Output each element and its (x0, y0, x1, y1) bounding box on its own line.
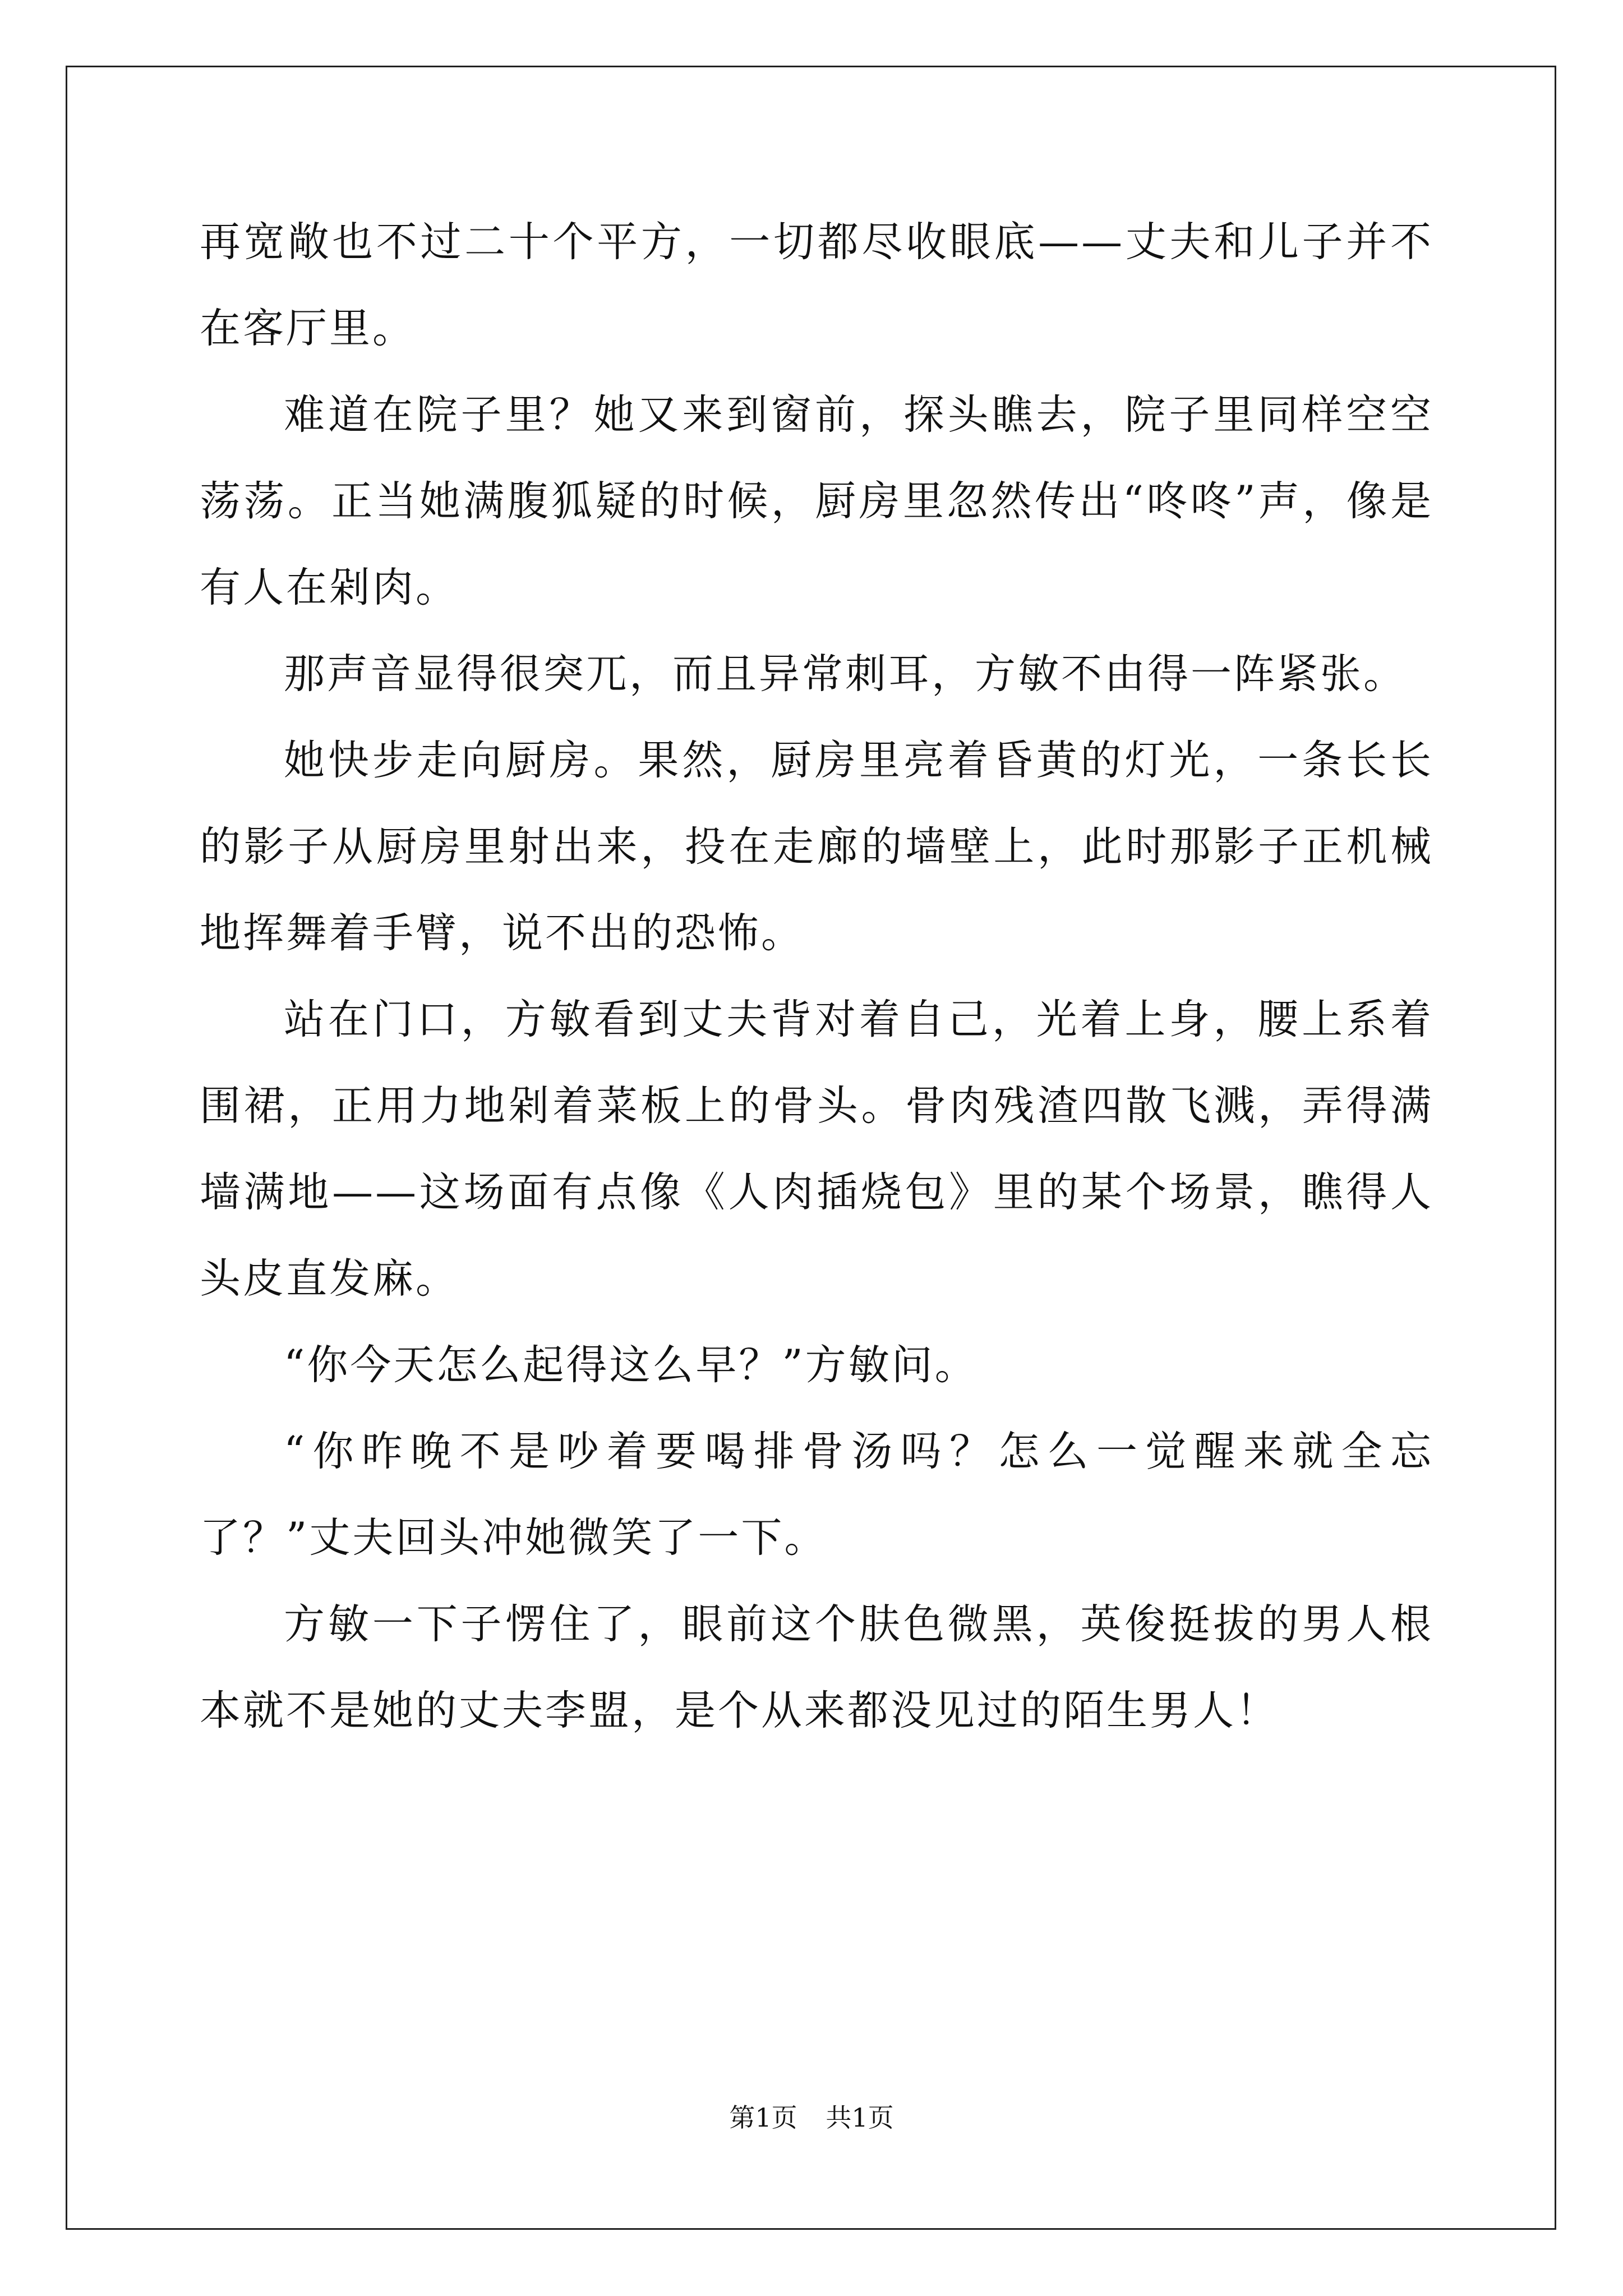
paragraph-2: 难道在院子里？她又来到窗前，探头瞧去，院子里同样空空荡荡。正当她满腹狐疑的时候，厨房里忽然传出“咚咚”声，像是有人在剁肉。 (200, 391, 1433, 611)
paragraph-5: 站在门口，方敏看到丈夫背对着自己，光着上身，腰上系着围裙，正用力地剁着菜板上的骨头。骨肉残渣四散飞溅，弄得满墙满地——这场面有点像《人肉插烧包》里的某个场景，瞧得人头皮直发麻。 (200, 996, 1433, 1303)
paragraph-6: “你今天怎么起得这么早？”方敏问。 (284, 1341, 978, 1389)
page-total: 共1页 (826, 2102, 894, 2133)
page-number: 第1页 (729, 2102, 797, 2133)
paragraph-7: “你昨晚不是吵着要喝排骨汤吗？怎么一觉醒来就全忘了？”丈夫回头冲她微笑了一下。 (200, 1428, 1433, 1562)
paragraph-1: 再宽敞也不过二十个平方，一切都尽收眼底——丈夫和儿子并不在客厅里。 (200, 218, 1433, 352)
paragraph-4: 她快步走向厨房。果然，厨房里亮着昏黄的灯光，一条长长的影子从厨房里射出来，投在走廊的墙壁上，此时那影子正机械地挥舞着手臂，说不出的恐怖。 (200, 737, 1433, 957)
paragraph-8: 方敏一下子愣住了，眼前这个肤色微黑，英俊挺拔的男人根本就不是她的丈夫李盟，是个从来都没见过的陌生男人！ (200, 1600, 1433, 1734)
document-body (200, 199, 1433, 1754)
paragraph-3: 那声音显得很突兀，而且异常刺耳，方敏不由得一阵紧张。 (284, 650, 1407, 698)
page-footer (0, 2101, 1623, 2134)
